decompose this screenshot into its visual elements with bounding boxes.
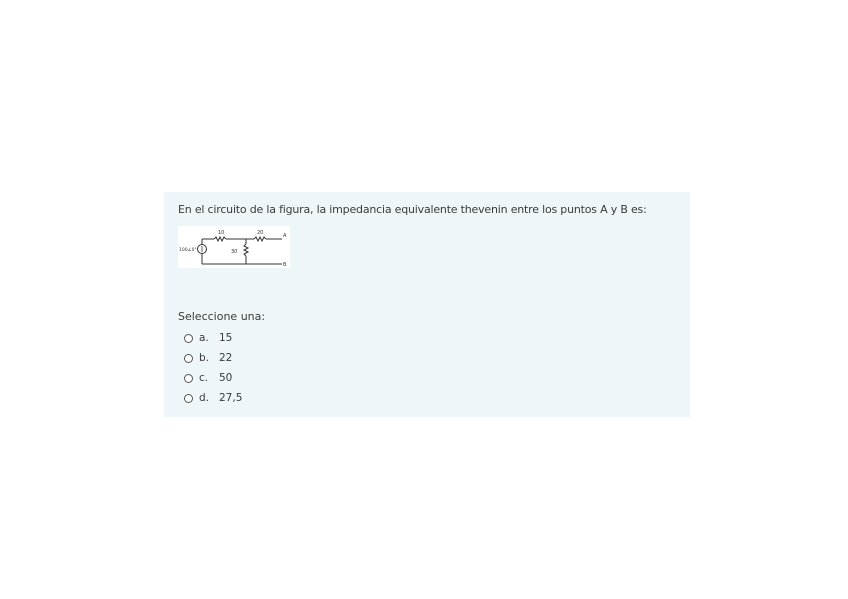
radio-button[interactable] xyxy=(184,354,193,363)
option-value: 15 xyxy=(219,332,233,344)
r3-label: 30 xyxy=(231,249,238,255)
radio-button[interactable] xyxy=(184,374,193,383)
option-a[interactable] xyxy=(184,328,242,348)
answer-options xyxy=(184,328,242,408)
question-card xyxy=(164,192,690,417)
option-value: 27,5 xyxy=(219,392,243,404)
option-letter: b. xyxy=(199,352,210,364)
option-c[interactable] xyxy=(184,368,242,388)
option-letter: d. xyxy=(199,392,210,404)
r1-label: 10 xyxy=(218,230,225,236)
question-text: En el circuito de la figura, la impedancia equivalente thevenin entre los puntos A y B es: xyxy=(178,203,647,216)
option-b[interactable] xyxy=(184,348,242,368)
r2-label: 20 xyxy=(257,230,264,236)
option-value: 22 xyxy=(219,352,233,364)
radio-button[interactable] xyxy=(184,394,193,403)
radio-button[interactable] xyxy=(184,334,193,343)
option-letter: c. xyxy=(199,372,209,384)
option-value: 50 xyxy=(219,372,233,384)
source-label: 100∠0° xyxy=(179,248,197,253)
option-letter: a. xyxy=(199,332,209,344)
select-prompt: Seleccione una: xyxy=(178,310,266,323)
node-b-label: B xyxy=(283,262,287,268)
node-a-label: A xyxy=(283,233,287,239)
circuit-figure xyxy=(178,226,290,268)
option-d[interactable] xyxy=(184,388,242,408)
circuit-diagram xyxy=(178,226,290,268)
